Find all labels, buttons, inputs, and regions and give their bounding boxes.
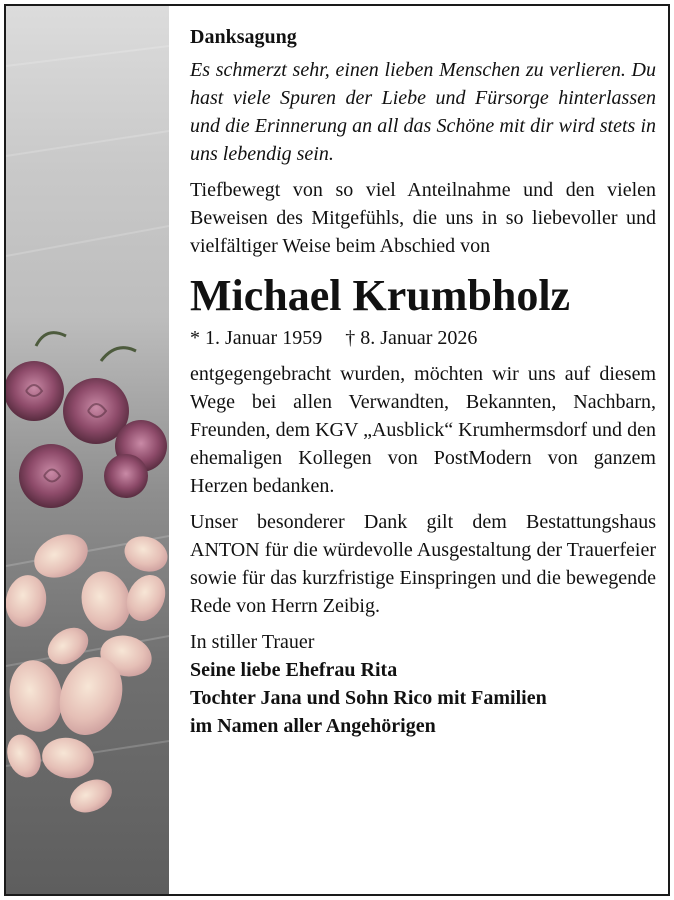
thanks-paragraph: entgegengebracht wurden, möchten wir uns auf diesem Wege bei allen Verwandten, Bekannten, Nachbarn, Freunden, dem KGV „Ausblick“ Krumhermsdorf und den ehemaligen Kollegen von PostModern von ganzem Herzen bedanken. xyxy=(190,363,656,497)
signature-line: Seine liebe Ehefrau Rita xyxy=(190,659,398,681)
rose-petals-illustration xyxy=(6,6,169,894)
death-date: † 8. Januar 2026 xyxy=(345,327,478,349)
rose-petals-photo xyxy=(6,6,169,894)
memorial-poem: Es schmerzt sehr, einen lieben Menschen zu verlieren. Du hast viele Spuren der Liebe und Fürsorge hinterlassen und die Erinnerung an all das Schöne mit dir wird stets in uns lebendig sein. xyxy=(190,59,656,165)
deceased-name: Michael Krumbholz xyxy=(190,271,571,320)
obituary-notice xyxy=(4,4,670,896)
signature-line: Tochter Jana und Sohn Rico mit Familien xyxy=(190,687,547,709)
intro-paragraph: Tiefbewegt von so viel Anteilnahme und den vielen Beweisen des Mitgefühls, die uns in so liebevoller und vielfältiger Weise beim Abschied von xyxy=(190,179,656,257)
petal-icon xyxy=(6,526,169,819)
signature-line: im Namen aller Angehörigen xyxy=(190,715,436,737)
life-dates xyxy=(190,324,656,352)
birth-date: * 1. Januar 1959 xyxy=(190,327,323,349)
special-thanks-paragraph: Unser besonderer Dank gilt dem Bestattungshaus ANTON für die würdevolle Ausgestaltung der Trauerfeier sowie für das kurzfristige Einspringen und die bewegende Rede von Herrn Zeibig. xyxy=(190,511,656,617)
closing-line: In stiller Trauer xyxy=(190,631,315,653)
notice-text xyxy=(190,24,656,740)
rose-icon xyxy=(6,361,167,508)
notice-heading: Danksagung xyxy=(190,26,297,48)
